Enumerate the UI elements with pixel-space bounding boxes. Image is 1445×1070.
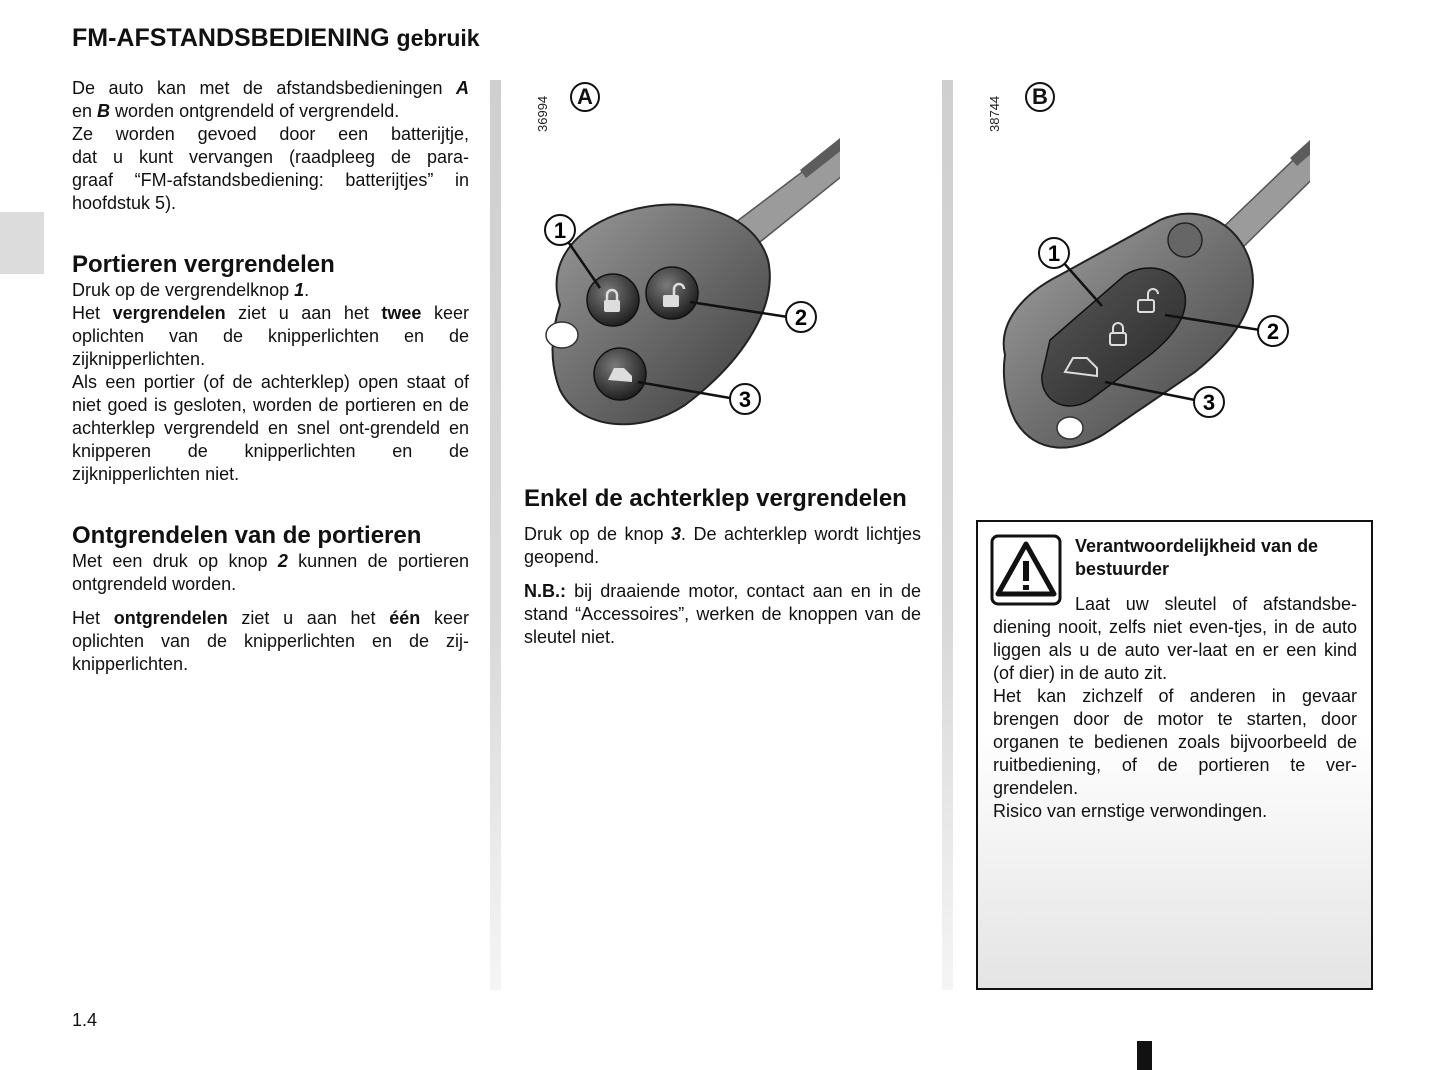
unlock-instruction: Met een druk op knop 2 kunnen de portieren ontgrendeld worden. xyxy=(72,551,469,594)
key-b-ref: B xyxy=(97,101,111,121)
callout-b-3 xyxy=(1194,387,1224,417)
keyring-hole xyxy=(546,322,578,348)
key-a-ref: A xyxy=(456,78,469,98)
page-title-sub: gebruik xyxy=(396,25,480,51)
unlock-section xyxy=(72,522,469,676)
nb-note: N.B.: bij draaiende motor, contact aan en in de stand “Accessoires”, werken de knoppen van de sleutel niet. xyxy=(524,581,921,647)
warning-text: Laat uw sleutel of afstandsbe-diening nooit, zelfs niet even-tjes, in de auto liggen als u de auto ver-laat en er een kind (of dier) in de auto zit. Het kan zichzelf of anderen in gevaar brengen door de motor te starten, door organen te bedienen zoals bijvoorbeeld de ruitbediening, of de portieren te ver-grendelen. Risico van ernstige verwondingen. xyxy=(993,594,1357,821)
lock-open-icon xyxy=(663,295,679,307)
unlock-button-a xyxy=(646,267,698,319)
svg-text:1: 1 xyxy=(553,218,567,243)
key-fob-b-illustration xyxy=(990,110,1310,460)
intro-section: De auto kan met de afstandsbedieningen A en B worden ontgrendeld of vergrendeld. Ze worden gevoed door een batterijtje, dat u kunt vervangen (raadpleeg de para- graaf “FM-afstandsbediening: batterijtjes” in hoofdstuk 5). xyxy=(72,78,469,213)
svg-text:1: 1 xyxy=(1047,241,1061,266)
lock-section xyxy=(72,251,469,486)
figure-b-letter: B xyxy=(1025,82,1055,112)
figure-b-id: 38744 xyxy=(987,95,1002,132)
page-number: 1.4 xyxy=(72,1010,98,1030)
page-title xyxy=(72,24,480,53)
trunk-button-a xyxy=(594,348,646,400)
callout-b-1 xyxy=(1039,238,1069,268)
lock-signal-text: Het vergrendelen ziet u aan het twee keer oplichten van de knipperlichten en de zijknipperlichten. xyxy=(72,303,469,369)
lock-instruction: Druk op de vergrendelknop 1. xyxy=(72,280,310,300)
flip-release-button xyxy=(1168,223,1202,257)
column-divider-1 xyxy=(490,80,501,990)
figure-a-id: 36994 xyxy=(535,95,550,132)
svg-text:2: 2 xyxy=(794,305,808,330)
tailgate-section xyxy=(524,485,921,649)
unlock-heading: Ontgrendelen van de portieren xyxy=(72,522,422,549)
keyring-hole xyxy=(1057,417,1083,439)
warning-title: Verantwoordelijkheid van de bestuurder xyxy=(1075,536,1319,579)
unlock-signal-text: Het ontgrendelen ziet u aan het één keer oplichten van de knipperlichten en de zij-knipperlichten. xyxy=(72,608,469,674)
callout-a-3 xyxy=(730,384,760,414)
callout-b-2 xyxy=(1258,316,1288,346)
callout-a-2 xyxy=(786,302,816,332)
page-end-marker xyxy=(1137,1041,1152,1070)
svg-text:3: 3 xyxy=(738,387,752,412)
chapter-tab xyxy=(0,212,44,274)
svg-text:2: 2 xyxy=(1266,319,1280,344)
lock-heading: Portieren vergrendelen xyxy=(72,251,335,278)
tailgate-instruction: Druk op de knop 3. De achterklep wordt lichtjes geopend. xyxy=(524,524,921,567)
lock-door-open-text: Als een portier (of de achterklep) open staat of niet goed is gesloten, worden de portieren en de achterklep vergrendeld en snel ont-grendeld en knipperen de knipperlichten en de zijknipperlichten niet. xyxy=(72,372,469,484)
tailgate-heading: Enkel de achterklep vergrendelen xyxy=(524,485,907,512)
svg-text:3: 3 xyxy=(1202,390,1216,415)
callout-a-1 xyxy=(545,215,575,245)
page-title-main: FM-AFSTANDSBEDIENING xyxy=(72,24,390,52)
lock-closed-icon xyxy=(604,300,620,312)
figure-a-letter: A xyxy=(570,82,600,112)
column-divider-2 xyxy=(942,80,953,990)
key-fob-a-illustration xyxy=(520,110,840,450)
